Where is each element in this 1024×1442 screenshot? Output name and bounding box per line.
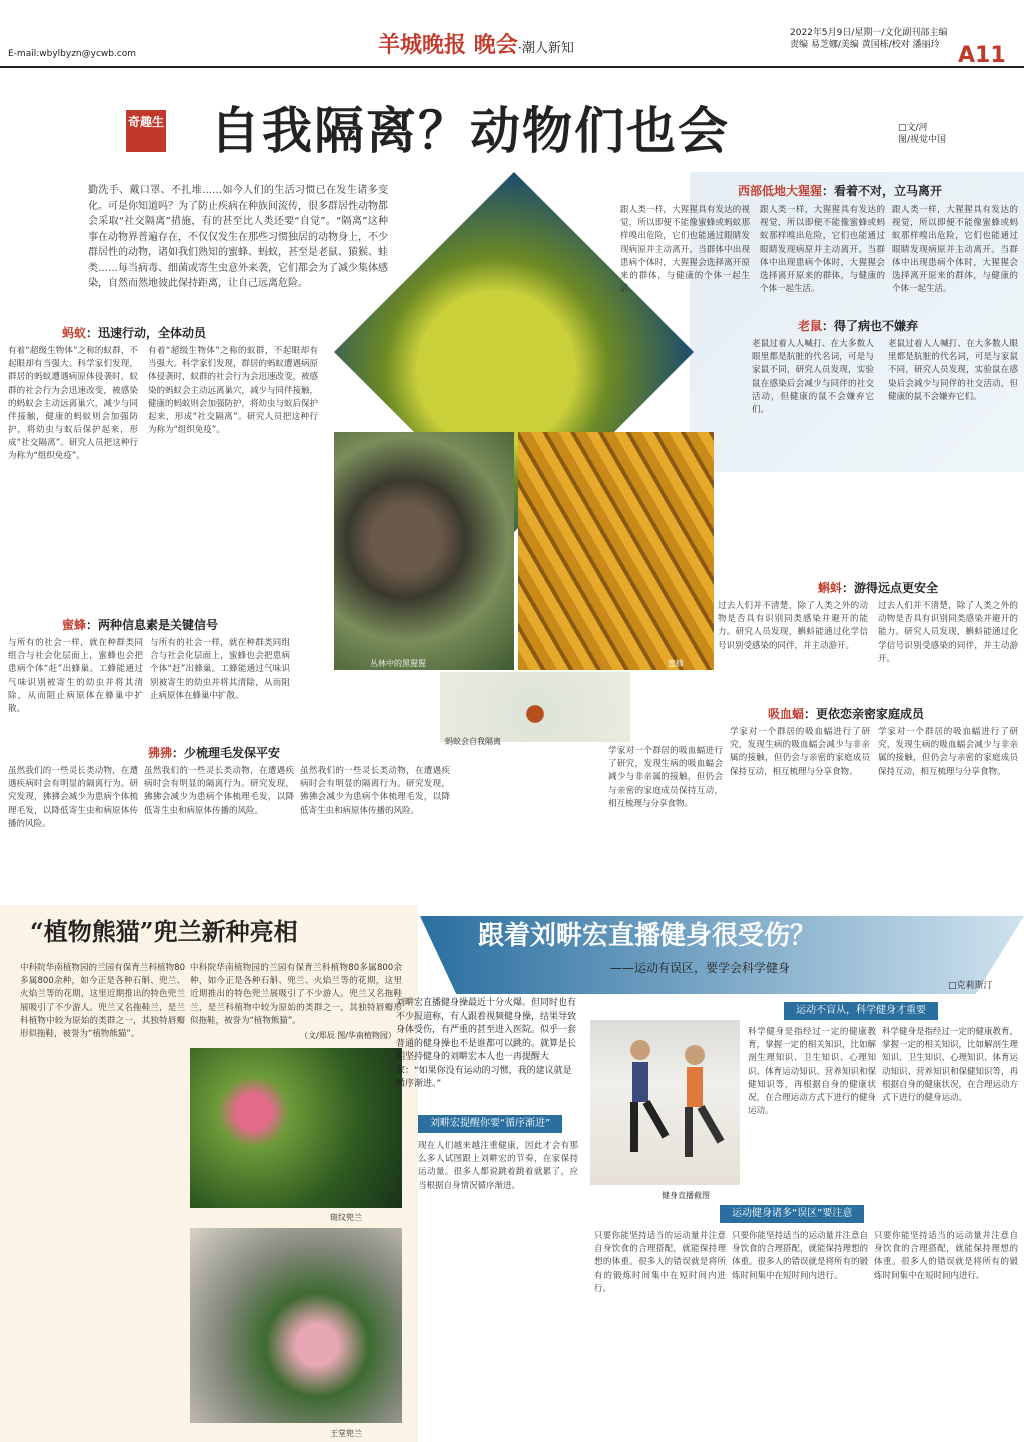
- ant-body-2: 有着“超级生物体”之称的蚁群，不起眼却有当强大。科学家们发现，群居的蚂蚁遭遇病原体侵袭时，蚁群的社会行为会迅速改变，被感染的蚂蚁会主动远离巢穴，减少与同伴接触，健康的蚂蚁则会加强防护，将幼虫与蚁后保护起来，形成“社交隔离”。研究人员把这种行为称为“组织免疫”。: [148, 346, 318, 436]
- orchid-title: “植物熊猫”兜兰新种亮相: [30, 917, 298, 946]
- gorilla-body-2: 跟人类一样，大猩猩具有发达的视觉，所以即便不能像蜜蜂或蚂蚁那样嗅出危险，它们也能通过眼睛发现病原并主动离开。当群体中出现患病个体时，大猩猩会选择离开原来的群体，与健康的个体一起生活。: [760, 205, 885, 295]
- brand-logo: [378, 30, 574, 62]
- gorilla-body: 跟人类一样，大猩猩具有发达的视觉，所以即便不能像蜜蜂或蚂蚁那样嗅出危险，它们也能通过眼睛发现病原并主动离开。当群体中出现患病个体时，大猩猩会选择离开原来的群体，与健康的个体一起生活。: [620, 205, 750, 295]
- orchid-photo-1: [190, 1048, 402, 1208]
- fitness-subtitle: ——运动有误区，要学会科学健身: [610, 961, 791, 975]
- orchid-caption-2: 王堂兜兰: [330, 1429, 362, 1438]
- subsection-name: ·潮人新知: [517, 41, 574, 56]
- baboon-body: 虽然我们的一些灵长类动物，在遭遇疾病时会有明显的隔离行为。研究发现，狒狒会减少为患病个体梳理毛发，以降低寄生虫和病原体传播的风险。: [8, 766, 138, 829]
- bee-heading: [62, 617, 218, 634]
- bat-heading: [768, 706, 924, 723]
- bee-sub: ：两种信息素是关键信号: [86, 618, 219, 632]
- baboon-body-3: 虽然我们的一些灵长类动物，在遭遇疾病时会有明显的隔离行为。研究发现，狒狒会减少为患病个体梳理毛发，以降低寄生虫和病原体传播的风险。: [300, 766, 450, 816]
- chimp-caption: 丛林中的黑猩猩: [370, 659, 426, 668]
- baboon-sub: ：少梳理毛发保平安: [172, 746, 281, 760]
- fitness-figures: [590, 1020, 740, 1185]
- gorilla-sub: ：看着不对，立马离开: [822, 184, 943, 198]
- mouse-head: 老鼠: [798, 319, 823, 333]
- section-head-3: 运动健身诸多“误区”要注意: [720, 1205, 864, 1223]
- byline-photo: 图/视觉中国: [898, 135, 947, 146]
- mouse-heading: [798, 318, 918, 335]
- feature-intro: 勤洗手、戴口罩、不扎堆……如今人们的生活习惯已在发生诸多变化。可是你知道吗？为了防止疾病在种族间流传，很多群居性动物都会采取“社交隔离”措施，有的甚至比人类还要“自觉”。“隔离”这种事在动物界普遍存在，不仅仅发生在那些习惯独居的动物身上，不少群居性的动物，诸如我们熟知的蜜蜂、蚂蚁，甚至是老鼠、猿猴、蛙类……每当病毒、细菌或寄生虫意外来袭，它们都会为了减少集体感染，自然而然地彼此保持距离，让自己远离危险。: [88, 185, 388, 289]
- ant-photo: [440, 672, 630, 742]
- frog-caption: 牛蛙: [740, 409, 756, 418]
- bat-head: 吸血蝠: [768, 707, 805, 721]
- section-head-2: 运动不盲从，科学健身才重要: [784, 1002, 938, 1020]
- column-tag: 奇趣生: [126, 110, 166, 152]
- feature-title: 自我隔离？动物们也会: [210, 101, 730, 160]
- tadpole-body: 过去人们并不清楚，除了人类之外的动物是否具有识别同类感染并避开的能力。研究人员发现，蝌蚪能通过化学信号识别受感染的同伴，并主动游开。: [718, 601, 868, 651]
- orchid-credit: （文/郑辰 图/华南植物园）: [300, 1031, 396, 1040]
- issue-meta: [790, 28, 947, 51]
- orchid-body-2: 中科院华南植物园的兰园有保育兰科植物80多属800余种，如今正是各种石斛、兜兰、火焰兰等的花期，这里近期推出的特色兜兰展吸引了不少游人。兜兰又名拖鞋兰，是兰科植物中较为原始的类群之一，其独特唇瓣形似拖鞋，被誉为“植物熊猫”。: [190, 963, 402, 1026]
- byline-author: □文/河: [898, 123, 928, 133]
- gorilla-head: 西部低地大猩猩: [738, 184, 823, 198]
- orchid-body: 中科院华南植物园的兰园有保育兰科植物80多属800余种，如今正是各种石斛、兜兰、火焰兰等的花期，这里近期推出的特色兜兰展吸引了不少游人。兜兰又名拖鞋兰，是兰科植物中较为原始的类群之一，其独特唇瓣形似拖鞋，被誉为“植物熊猫”。: [20, 963, 185, 1039]
- gorilla-body-3: 跟人类一样，大猩猩具有发达的视觉，所以即便不能像蜜蜂或蚂蚁那样嗅出危险，它们也能通过眼睛发现病原并主动离开。当群体中出现患病个体时，大猩猩会选择离开原来的群体，与健康的个体一起生活。: [892, 205, 1018, 295]
- chimp-photo: [334, 432, 514, 670]
- editors-line: 责编 易芝娜/美编 黄国栋/校对 潘丽玲: [790, 39, 940, 50]
- baboon-body-2: 虽然我们的一些灵长类动物，在遭遇疾病时会有明显的隔离行为。研究发现，狒狒会减少为患病个体梳理毛发，以降低寄生虫和病原体传播的风险。: [144, 766, 294, 816]
- tadpole-sub: ：游得远点更安全: [842, 581, 939, 595]
- bee-caption: 蜜蜂: [668, 659, 684, 668]
- fitness-title: 跟着刘畊宏直播健身很受伤？: [478, 921, 817, 951]
- fitness-byline: □克莉斯汀: [948, 981, 993, 991]
- ant-sub: ：迅速行动，全体动员: [86, 326, 207, 340]
- tadpole-head: 蝌蚪: [818, 581, 843, 595]
- section-head-1: 刘畊宏提醒你要“循序渐进”: [418, 1115, 562, 1133]
- page-number: A11: [958, 43, 1006, 68]
- baboon-head: 狒狒: [148, 746, 173, 760]
- fitness-p2: 科学健身是指经过一定的健康教育，掌握一定的相关知识，比如解剖生理知识、卫生知识、心理知识、体育运动知识、营养知识和保健知识等，再根据自身的健康状况，在合理运动方式下进行的健身运动。: [748, 1027, 876, 1117]
- bat-body-3: 学家对一个群居的吸血蝠进行了研究，发现生病的吸血蝠会减少与非亲属的接触，但仍会与亲密的家庭成员保持互动，相互梳理与分享食物。: [878, 727, 1018, 777]
- bee-photo: [518, 432, 714, 670]
- tadpole-heading: [818, 580, 938, 597]
- fitness-photo-caption: 健身直播截图: [662, 1191, 710, 1200]
- baboon-heading: [148, 745, 280, 762]
- bat-body-2: 学家对一个群居的吸血蝠进行了研究，发现生病的吸血蝠会减少与非亲属的接触，但仍会与亲密的家庭成员保持互动，相互梳理与分享食物。: [730, 727, 870, 777]
- bee-head: 蜜蜂: [62, 618, 87, 632]
- mouse-sub: ：得了病也不嫌弃: [822, 319, 919, 333]
- gorilla-heading: [738, 183, 942, 200]
- ant-head: 蚂蚁: [62, 326, 87, 340]
- bat-body: 学家对一个群居的吸血蝠进行了研究，发现生病的吸血蝠会减少与非亲属的接触，但仍会与亲密的家庭成员保持互动，相互梳理与分享食物。: [608, 746, 723, 809]
- bat-sub: ：更依恋亲密家庭成员: [804, 707, 925, 721]
- tadpole-body-2: 过去人们并不清楚，除了人类之外的动物是否具有识别同类感染并避开的能力。研究人员发现，蝌蚪能通过化学信号识别受感染的同伴，并主动游开。: [878, 601, 1018, 664]
- ant-heading: [62, 325, 206, 342]
- fitness-p1: 现在人们越来越注重健康，因此才会有那么多人试图跟上刘畊宏的节奏，在家保持运动量。很多人都说跳着跳着就累了，应当根据自身情况循序渐进。: [418, 1141, 578, 1191]
- fitness-photo: [590, 1020, 740, 1185]
- ant-body: 有着“超级生物体”之称的蚁群，不起眼却有当强大。科学家们发现，群居的蚂蚁遭遇病原体侵袭时，蚁群的社会行为会迅速改变，被感染的蚂蚁会主动远离巢穴，减少与同伴接触，健康的蚂蚁则会加强防护，将幼虫与蚁后保护起来，形成“社交隔离”。研究人员把这种行为称为“组织免疫”。: [8, 346, 138, 462]
- fitness-p3-c: 只要你能坚持适当的运动量并注意自身饮食的合理搭配，就能保持理想的体重。很多人的错误就是将所有的锻炼时间集中在短时间内进行。: [874, 1231, 1018, 1281]
- bee-body: 与所有的社会一样，就在种群类同组合与社会化层面上，蜜蜂也会把患病个体“赶”出蜂巢。工蜂能通过气味识别被寄生的幼虫并将其清除，从而阻止病原体在蜂巢中扩散。: [8, 638, 143, 714]
- section-name: 晚会: [473, 32, 518, 58]
- feature-byline: [898, 122, 946, 146]
- fitness-p2-b: 科学健身是指经过一定的健康教育，掌握一定的相关知识，比如解剖生理知识、卫生知识、心理知识、体育运动知识、营养知识和保健知识等，再根据自身的健康状况，在合理运动方式下进行的健身运动。: [882, 1027, 1018, 1103]
- fitness-lede: 刘畊宏直播健身操最近十分火爆。但同时也有不少报道称，有人跟着视频健身操，结果导致身体受伤，有严重的甚至进入医院。似乎一套普通的健身操也不是谁都可以跳的。就算是长期坚持健身的刘畊宏本人也一再提醒大家：“如果你没有运动的习惯，我的建议就是循序渐进。”: [396, 998, 577, 1089]
- brand-name: 羊城晚报: [378, 32, 467, 58]
- ant-caption: 蚂蚁会自我隔离: [445, 737, 501, 746]
- bee-body-2: 与所有的社会一样，就在种群类同组合与社会化层面上，蜜蜂也会把患病个体“赶”出蜂巢。工蜂能通过气味识别被寄生的幼虫并将其清除，从而阻止病原体在蜂巢中扩散。: [150, 638, 290, 701]
- issue-date: 2022年5月9日/星期一/文化副刊部主编: [790, 28, 948, 38]
- orchid-caption-1: 斑纹兜兰: [330, 1213, 362, 1222]
- orchid-photo-2: [190, 1228, 402, 1423]
- fitness-p3-b: 只要你能坚持适当的运动量并注意自身饮食的合理搭配，就能保持理想的体重。很多人的错误就是将所有的锻炼时间集中在短时间内进行。: [732, 1231, 868, 1281]
- mouse-body-2: 老鼠过着人人喊打、在大多数人眼里都是肮脏的代名词，可是与家鼠不同，研究人员发现，实验鼠在感染后会减少与同伴的社交活动，但健康的鼠不会嫌弃它们。: [888, 339, 1018, 402]
- fitness-p3: 只要你能坚持适当的运动量并注意自身饮食的合理搭配，就能保持理想的体重。很多人的错误就是将所有的锻炼时间集中在短时间内进行。: [594, 1231, 726, 1294]
- mouse-body: 老鼠过着人人喊打、在大多数人眼里都是肮脏的代名词，可是与家鼠不同，研究人员发现，实验鼠在感染后会减少与同伴的社交活动，但健康的鼠不会嫌弃它们。: [752, 339, 874, 415]
- email-line: E-mail:wbylbyzn@ycwb.com: [8, 49, 137, 59]
